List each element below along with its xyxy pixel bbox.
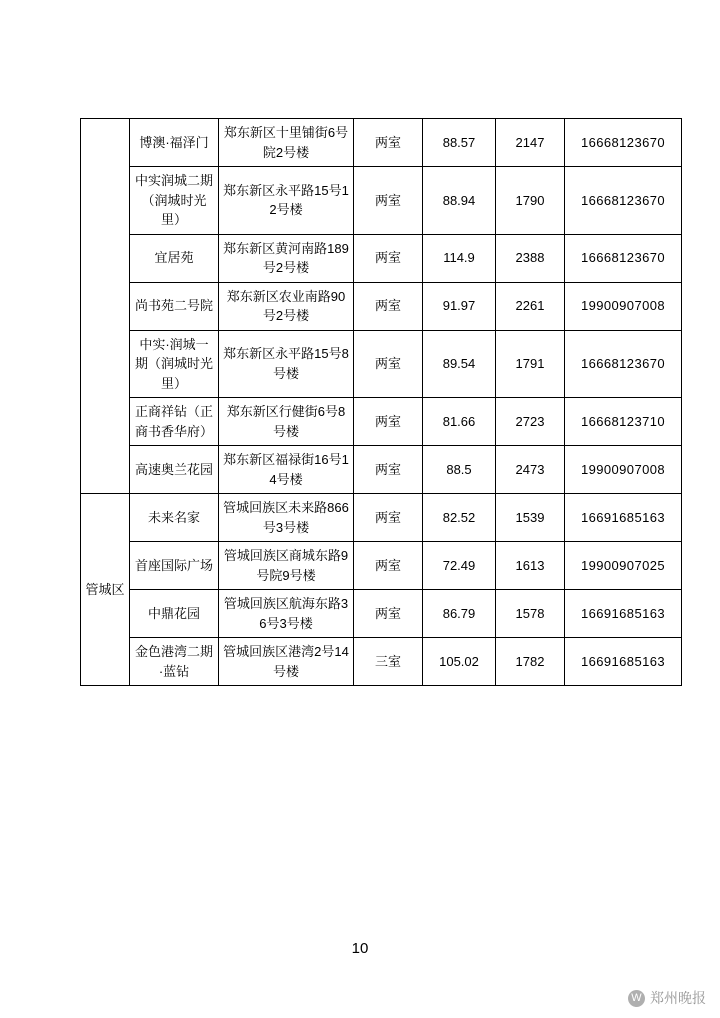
- project-name: 博澳·福泽门: [130, 119, 219, 167]
- project-name: 未来名家: [130, 494, 219, 542]
- table-row: [81, 494, 682, 542]
- contact-phone: 16691685163: [565, 638, 682, 686]
- unit-type: 三室: [354, 638, 423, 686]
- unit-type: 两室: [354, 234, 423, 282]
- contact-phone: 19900907008: [565, 446, 682, 494]
- district-label: 管城区: [85, 581, 125, 597]
- page-number: 10: [351, 940, 369, 957]
- watermark: [628, 988, 706, 1008]
- unit-area: 81.66: [423, 398, 496, 446]
- watermark-label: 郑州晚报: [650, 990, 706, 1006]
- unit-price: 1791: [496, 330, 565, 398]
- unit-type: 两室: [354, 590, 423, 638]
- housing-listing-table: [80, 118, 682, 686]
- unit-area: 88.57: [423, 119, 496, 167]
- unit-area: 105.02: [423, 638, 496, 686]
- project-name: 首座国际广场: [130, 542, 219, 590]
- project-address: 郑东新区永平路15号12号楼: [219, 167, 354, 235]
- project-address: 郑东新区十里铺街6号院2号楼: [219, 119, 354, 167]
- project-address: 管城回族区航海东路36号3号楼: [219, 590, 354, 638]
- unit-price: 1539: [496, 494, 565, 542]
- unit-price: 1790: [496, 167, 565, 235]
- unit-type: 两室: [354, 167, 423, 235]
- unit-price: 1578: [496, 590, 565, 638]
- housing-listing-table-container: [80, 118, 665, 686]
- contact-phone: 16691685163: [565, 494, 682, 542]
- unit-area: 88.5: [423, 446, 496, 494]
- contact-phone: 16668123670: [565, 330, 682, 398]
- unit-area: 82.52: [423, 494, 496, 542]
- project-address: 管城回族区港湾2号14号楼: [219, 638, 354, 686]
- contact-phone: 16668123670: [565, 234, 682, 282]
- table-row: [81, 542, 682, 590]
- project-address: 郑东新区永平路15号8号楼: [219, 330, 354, 398]
- district-cell-zhengdong: [81, 119, 130, 494]
- unit-type: 两室: [354, 119, 423, 167]
- project-address: 管城回族区商城东路9号院9号楼: [219, 542, 354, 590]
- unit-area: 88.94: [423, 167, 496, 235]
- unit-area: 89.54: [423, 330, 496, 398]
- project-name: 中鼎花园: [130, 590, 219, 638]
- unit-price: 2723: [496, 398, 565, 446]
- table-row: [81, 282, 682, 330]
- project-name: 正商祥钻（正商书香华府）: [130, 398, 219, 446]
- unit-type: 两室: [354, 542, 423, 590]
- project-name: 金色港湾二期·蓝钻: [130, 638, 219, 686]
- unit-area: 114.9: [423, 234, 496, 282]
- unit-type: 两室: [354, 282, 423, 330]
- unit-type: 两室: [354, 330, 423, 398]
- project-address: 郑东新区福禄街16号14号楼: [219, 446, 354, 494]
- contact-phone: 16691685163: [565, 590, 682, 638]
- unit-type: 两室: [354, 446, 423, 494]
- contact-phone: 16668123710: [565, 398, 682, 446]
- unit-type: 两室: [354, 398, 423, 446]
- unit-price: 2147: [496, 119, 565, 167]
- unit-area: 91.97: [423, 282, 496, 330]
- unit-type: 两室: [354, 494, 423, 542]
- weibo-icon: W: [628, 990, 645, 1007]
- project-address: 郑东新区农业南路90号2号楼: [219, 282, 354, 330]
- project-name: 中实润城二期（润城时光里）: [130, 167, 219, 235]
- contact-phone: 16668123670: [565, 119, 682, 167]
- district-cell-guancheng: [81, 494, 130, 686]
- project-name: 宜居苑: [130, 234, 219, 282]
- unit-area: 72.49: [423, 542, 496, 590]
- project-name: 尚书苑二号院: [130, 282, 219, 330]
- unit-price: 1613: [496, 542, 565, 590]
- table-row: [81, 398, 682, 446]
- unit-area: 86.79: [423, 590, 496, 638]
- unit-price: 2473: [496, 446, 565, 494]
- table-row: [81, 446, 682, 494]
- unit-price: 1782: [496, 638, 565, 686]
- project-address: 郑东新区行健街6号8号楼: [219, 398, 354, 446]
- table-row: [81, 119, 682, 167]
- project-address: 郑东新区黄河南路189号2号楼: [219, 234, 354, 282]
- contact-phone: 16668123670: [565, 167, 682, 235]
- table-row: [81, 234, 682, 282]
- table-row: [81, 330, 682, 398]
- table-row: [81, 590, 682, 638]
- unit-price: 2388: [496, 234, 565, 282]
- contact-phone: 19900907008: [565, 282, 682, 330]
- project-name: 中实·润城一期（润城时光里）: [130, 330, 219, 398]
- project-address: 管城回族区未来路866号3号楼: [219, 494, 354, 542]
- table-row: [81, 167, 682, 235]
- project-name: 高速奥兰花园: [130, 446, 219, 494]
- contact-phone: 19900907025: [565, 542, 682, 590]
- table-row: [81, 638, 682, 686]
- unit-price: 2261: [496, 282, 565, 330]
